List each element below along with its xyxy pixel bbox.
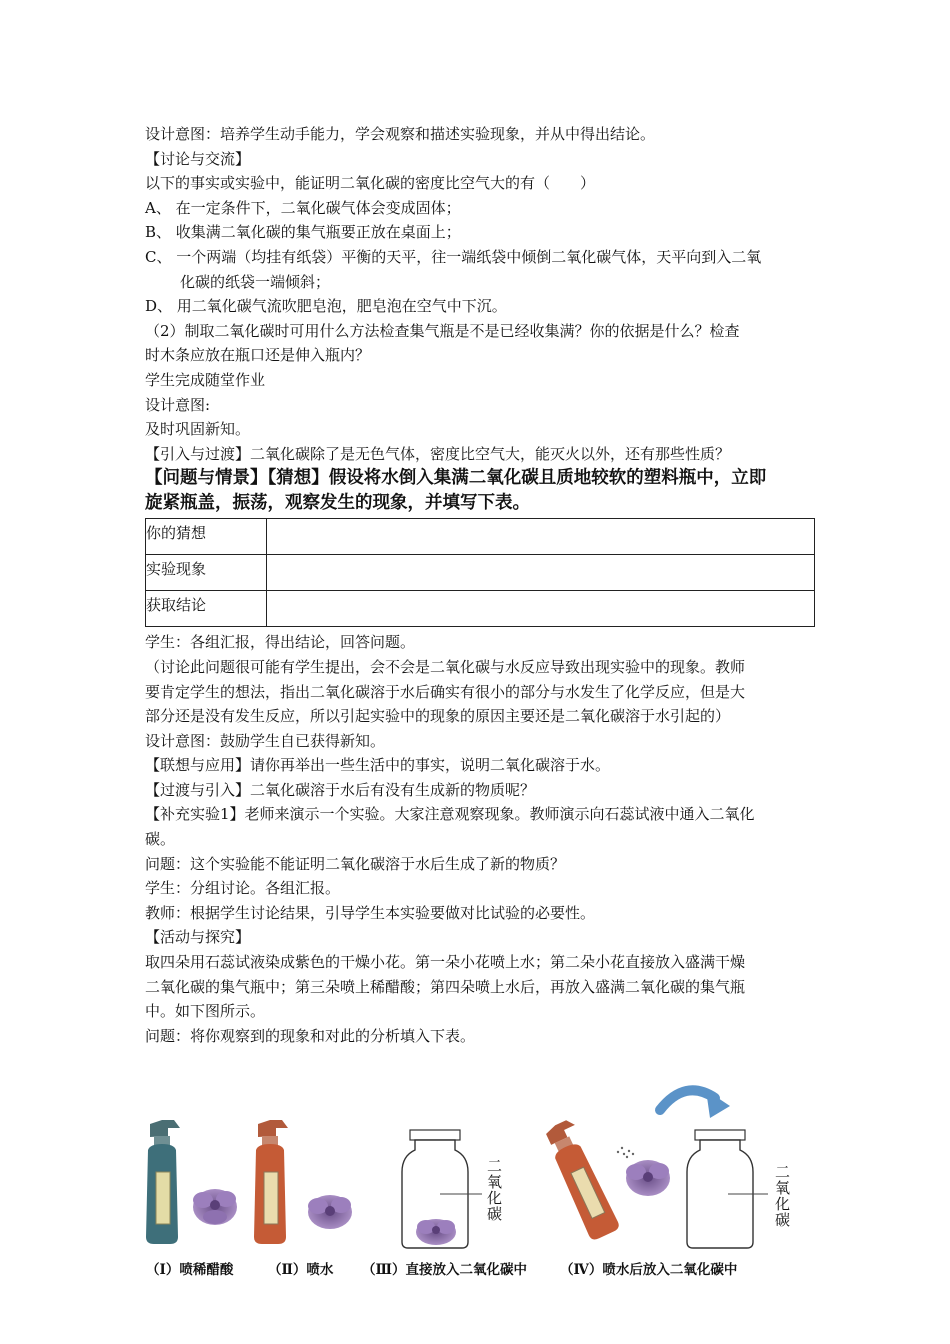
table-row	[146, 591, 815, 627]
paragraph: 取四朵用石蕊试液染成紫色的干燥小花。第一朵小花喷上水；第二朵小花直接放入盛满干燥	[145, 953, 746, 972]
table-cell-label: 你的猜想	[146, 519, 267, 555]
paragraph: 问题：这个实验能不能证明二氧化碳溶于水后生成了新的物质？	[145, 854, 566, 873]
table-cell-blank	[267, 519, 815, 555]
paragraph: 碳。	[145, 830, 176, 849]
co2-label: 二氧化碳	[485, 1158, 503, 1222]
scenario-heading: 【问题与情景】【猜想】假设将水倒入集满二氧化碳且质地较软的塑料瓶中，立即	[145, 468, 767, 489]
document-body	[145, 122, 815, 1048]
paragraph: 【联想与应用】请你再举出一些生活中的事实，说明二氧化碳溶于水。	[145, 756, 611, 775]
question-2-continued: 时木条应放在瓶口还是伸入瓶内？	[145, 346, 371, 365]
gas-jar-icon	[687, 1130, 768, 1248]
option-a: A、 在一定条件下，二氧化碳气体会变成固体；	[145, 198, 461, 217]
flower-icon	[308, 1195, 352, 1229]
question: 以下的事实或实验中，能证明二氧化碳的密度比空气大的有（ ）	[145, 174, 596, 193]
experiment-illustration	[140, 1072, 800, 1257]
scenario-heading-continued: 旋紧瓶盖，振荡，观察发生的现象，并填写下表。	[145, 493, 530, 514]
spray-bottle-icon	[541, 1118, 634, 1242]
flower-icon	[626, 1160, 670, 1196]
answer-table	[145, 518, 815, 627]
section-heading: 【讨论与交流】	[145, 149, 251, 168]
paragraph: 教师：根据学生讨论结果，引导学生本实验要做对比试验的必要性。	[145, 903, 596, 922]
question-2: （2）制取二氧化碳时可用什么方法检查集气瓶是不是已经收集满？你的依据是什么？检查	[145, 321, 740, 340]
option-c-continued: 化碳的纸袋一端倾斜；	[180, 272, 331, 291]
paragraph: 部分还是没有发生反应，所以引起实验中的现象的原因主要还是二氧化碳溶于水引起的）	[145, 707, 731, 726]
table-cell-blank	[267, 591, 815, 627]
paragraph: 问题：将你观察到的现象和对此的分析填入下表。	[145, 1026, 476, 1045]
experiment-figure	[140, 1072, 800, 1287]
figure-caption: （Ⅰ）喷稀醋酸	[146, 1262, 234, 1278]
gas-jar-icon	[402, 1130, 482, 1248]
paragraph: 设计意图:	[145, 395, 211, 414]
paragraph: （讨论此问题很可能有学生提出，会不会是二氧化碳与水反应导致出现实验中的现象。教师	[145, 657, 746, 676]
figure-caption: （Ⅲ）直接放入二氧化碳中	[362, 1262, 527, 1278]
table-row	[146, 555, 815, 591]
paragraph: 要肯定学生的想法，指出二氧化碳溶于水后确实有很小的部分与水发生了化学反应，但是大	[145, 682, 746, 701]
option-d: D、 用二氧化碳气流吹肥皂泡，肥皂泡在空气中下沉。	[145, 297, 507, 316]
paragraph: 设计意图：鼓励学生自已获得新知。	[145, 731, 386, 750]
table-cell-label: 实验现象	[146, 555, 267, 591]
paragraph: 【引入与过渡】二氧化碳除了是无色气体，密度比空气大，能灭火以外，还有那些性质？	[145, 444, 731, 463]
table-row	[146, 519, 815, 555]
paragraph: 学生：分组讨论。各组汇报。	[145, 879, 341, 898]
figure-caption: （Ⅱ）喷水	[268, 1262, 334, 1278]
paragraph: 【过渡与引入】二氧化碳溶于水后有没有生成新的物质呢？	[145, 780, 536, 799]
paragraph: 及时巩固新知。	[145, 420, 251, 439]
spray-bottle-icon	[146, 1120, 180, 1244]
paragraph: 学生完成随堂作业	[145, 370, 266, 389]
option-c: C、 一个两端（均挂有纸袋）平衡的天平，往一端纸袋中倾倒二氧化碳气体，天平向到入二氧	[145, 247, 762, 266]
paragraph: 二氧化碳的集气瓶中；第三朵喷上稀醋酸；第四朵喷上水后，再放入盛满二氧化碳的集气瓶	[145, 977, 746, 996]
paragraph: 设计意图：培养学生动手能力，学会观察和描述实验现象，并从中得出结论。	[145, 125, 656, 143]
table-cell-blank	[267, 555, 815, 591]
arrow-icon	[660, 1090, 730, 1118]
flower-icon	[193, 1189, 237, 1225]
section-heading: 【活动与探究】	[145, 928, 251, 947]
paragraph: 学生：各组汇报，得出结论，回答问题。	[145, 633, 416, 652]
table-cell-label: 获取结论	[146, 591, 267, 627]
co2-label: 二氧化碳	[773, 1164, 791, 1228]
paragraph: 中。如下图所示。	[145, 1002, 266, 1021]
figure-caption: （Ⅳ）喷水后放入二氧化碳中	[560, 1262, 738, 1278]
option-b: B、 收集满二氧化碳的集气瓶要正放在桌面上；	[145, 223, 461, 242]
paragraph: 【补充实验1】老师来演示一个实验。大家注意观察现象。教师演示向石蕊试液中通入二氧化	[145, 805, 755, 824]
spray-bottle-icon	[254, 1120, 288, 1244]
